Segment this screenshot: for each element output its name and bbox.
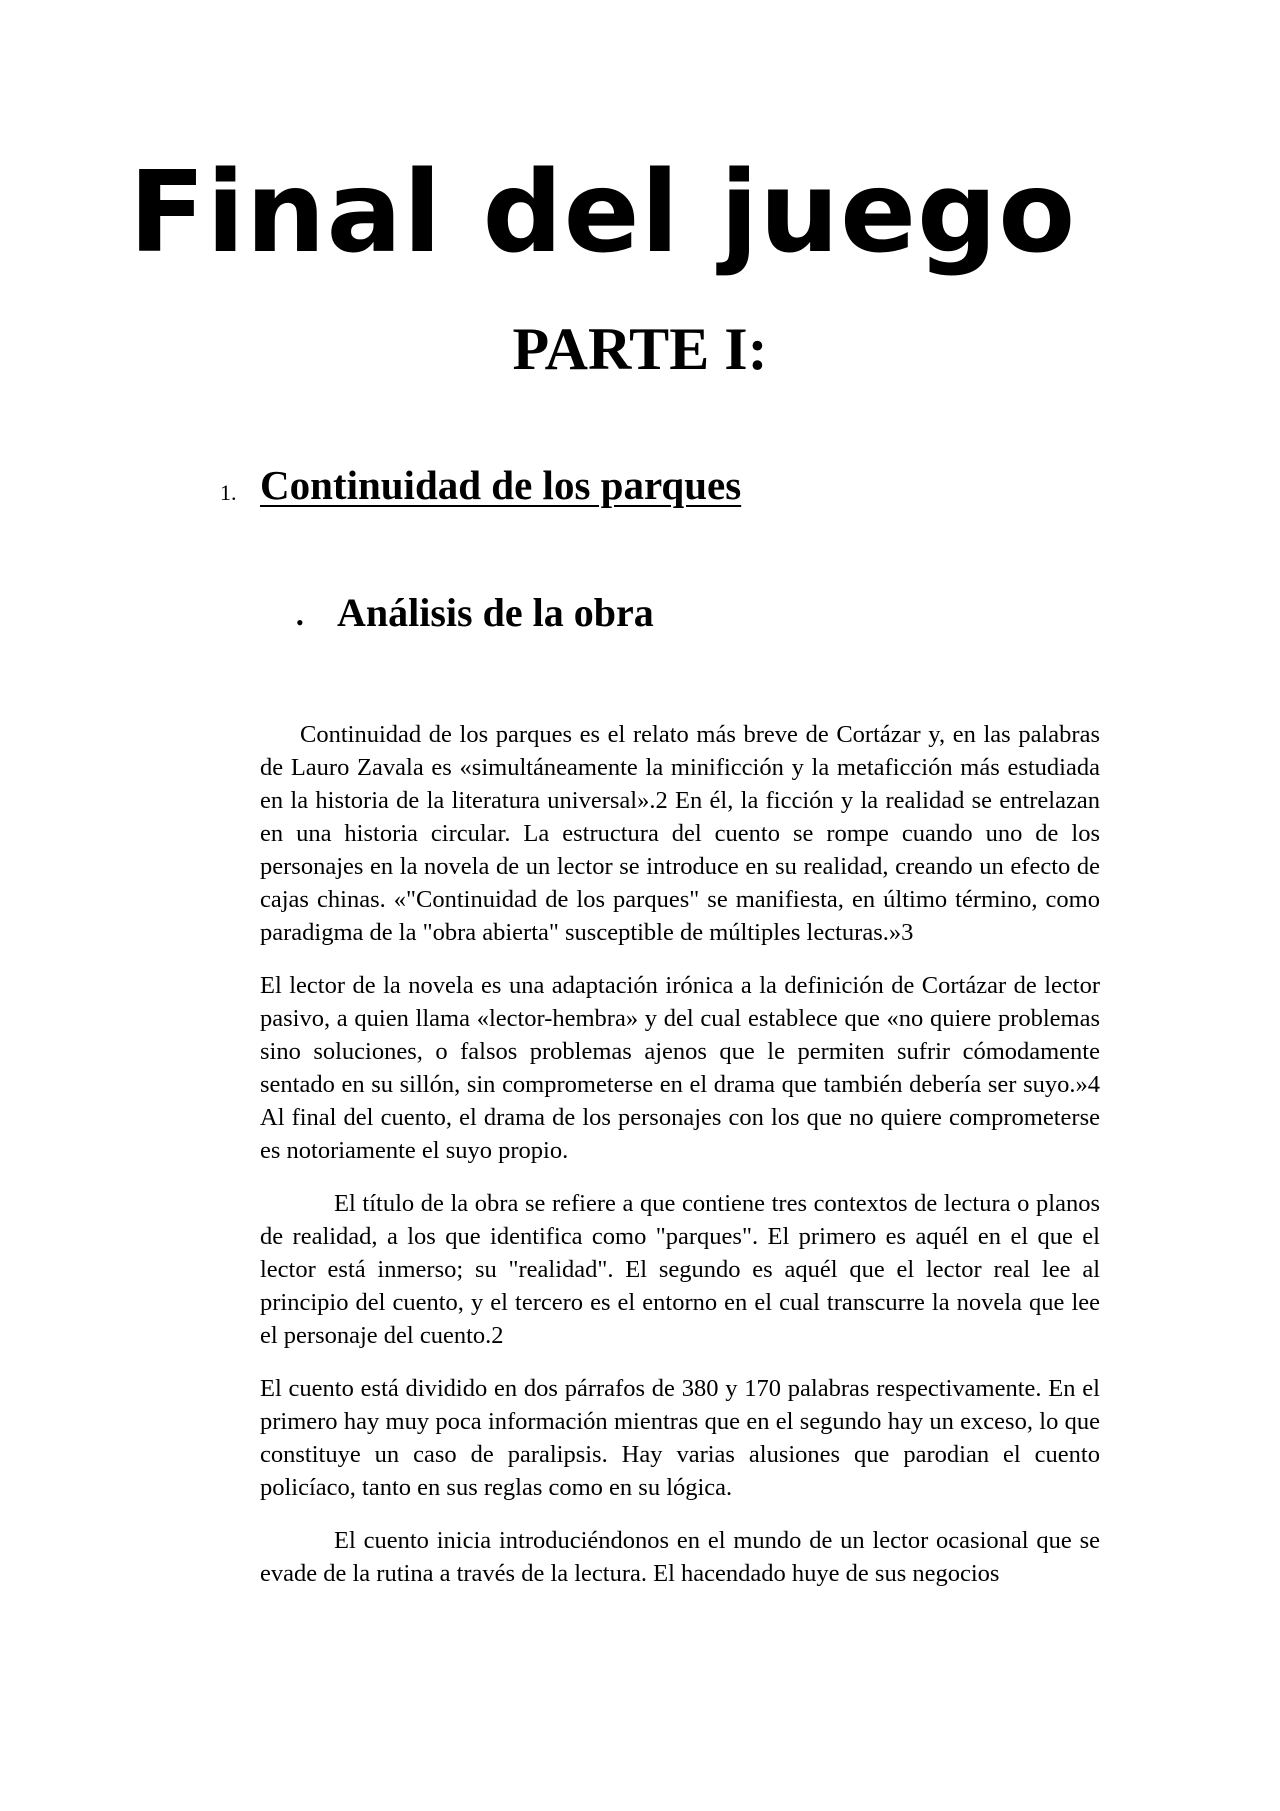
paragraph-3: El título de la obra se refiere a que contiene tres contextos de lectura o planos de realidad, a los que identifica como "parques". El primero es aquél en el que el lector está inmerso; su "realidad". El segundo es aquél que el lector real lee al principio del cuento, y el tercero es el entorno en el cual transcurre la novela que lee el personaje del cuento.2 <box>260 1190 1100 1349</box>
bullet-icon: • <box>296 610 304 635</box>
section-number: 1. <box>220 480 237 505</box>
body-text <box>260 718 1100 1610</box>
document-title: Final del juego <box>128 148 1077 278</box>
paragraph-2: El lector de la novela es una adaptación irónica a la definición de Cortázar de lector pasivo, a quien llama «lector-hembra» y del cual establece que «no quiere problemas sino soluciones, o falsos problemas ajenos que le permiten sufrir cómodamente sentado en su sillón, sin comprometerse en el drama que también debería ser suyo.»4 Al final del cuento, el drama de los personajes con los que no quiere comprometerse es notoriamente el suyo propio. <box>260 972 1100 1164</box>
paragraph-1: Continuidad de los parques es el relato más breve de Cortázar y, en las palabras de Lauro Zavala es «simultáneamente la minificción y la metaficción más estudiada en la historia de la literatura universal».2 En él, la ficción y la realidad se entrelazan en una historia circular. La estructura del cuento se rompe cuando uno de los personajes en la novela de un lector se introduce en su realidad, creando un efecto de cajas chinas. «"Continuidad de los parques" se manifiesta, en último término, como paradigma de la "obra abierta" susceptible de múltiples lecturas.»3 <box>260 721 1100 946</box>
section-title: Continuidad de los parques <box>260 462 742 508</box>
paragraph-4: El cuento está dividido en dos párrafos de 380 y 170 palabras respectivamente. En el primero hay muy poca información mientras que en el segundo hay un exceso, lo que constituye un caso de paralipsis. Hay varias alusiones que parodian el cuento policíaco, tanto en sus reglas como en su lógica. <box>260 1375 1100 1501</box>
subsection-title: Análisis de la obra <box>337 590 654 635</box>
paragraph-5: El cuento inicia introduciéndonos en el mundo de un lector ocasional que se evade de la rutina a través de la lectura. El hacendado huye de sus negocios <box>260 1527 1100 1587</box>
part-heading: PARTE I: <box>512 316 768 382</box>
